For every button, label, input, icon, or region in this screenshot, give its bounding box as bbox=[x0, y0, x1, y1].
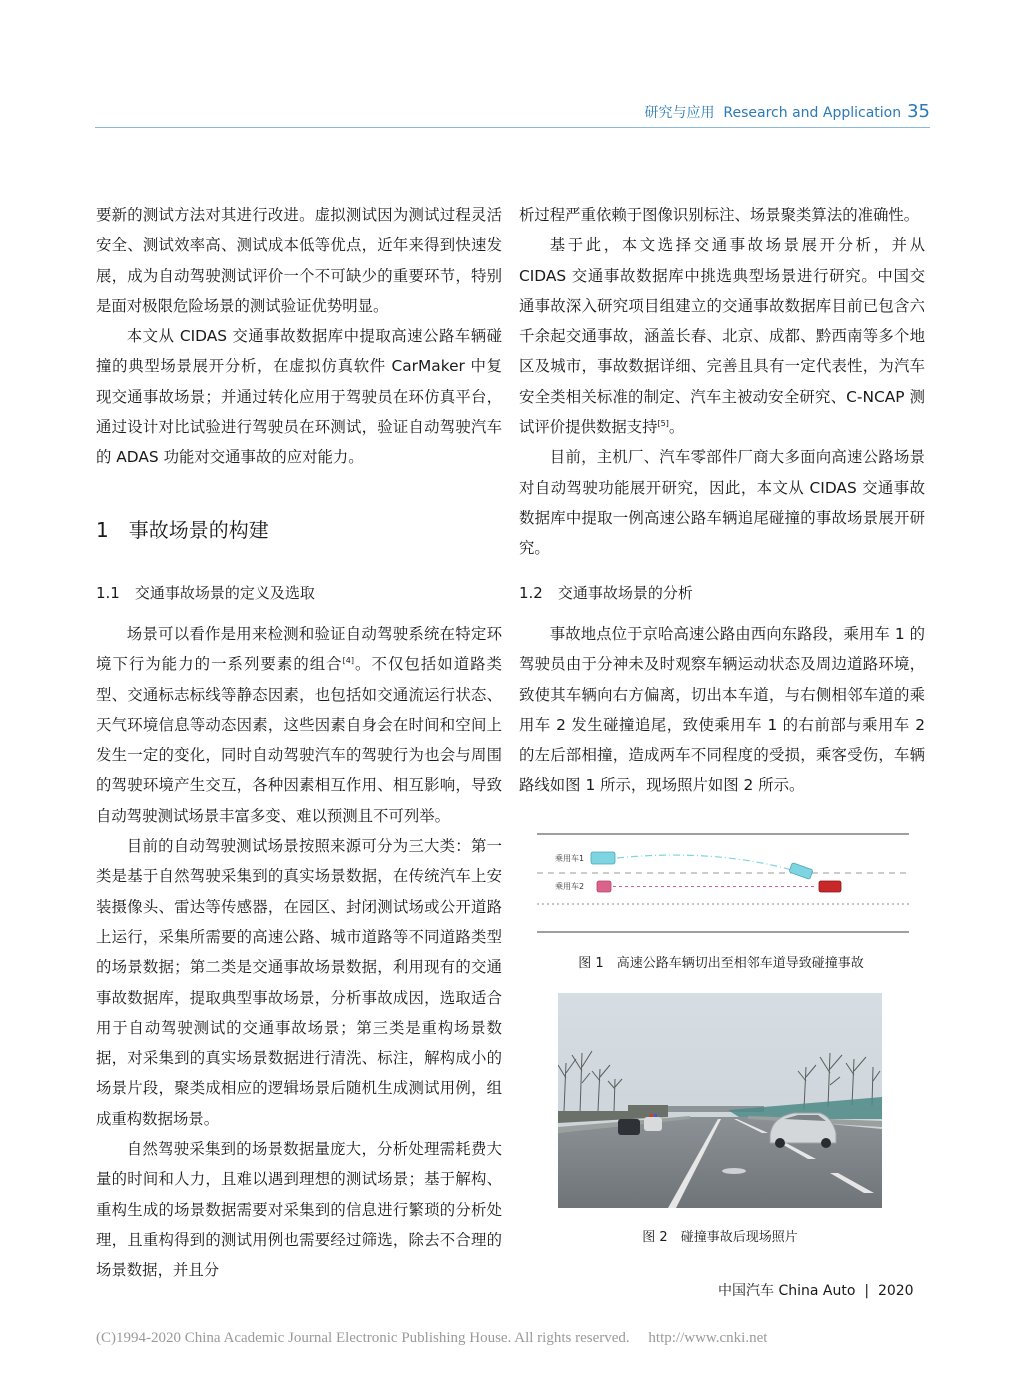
right-paragraph-3: 目前，主机厂、汽车零部件厂商大多面向高速公路场景对自动驾驶功能展开研究，因此，本文从 CIDAS 交通事故数据库中提取一例高速公路车辆追尾碰撞的事故场景展开研究。 bbox=[519, 448, 925, 558]
figure-1-caption: 图 1 高速公路车辆切出至相邻车道导致碰撞事故 bbox=[578, 956, 864, 971]
left-column-lower bbox=[96, 619, 502, 1286]
car1-trajectory bbox=[617, 855, 799, 872]
right-column bbox=[519, 200, 925, 564]
police-light-blue bbox=[654, 1114, 657, 1117]
car-wheel-rear bbox=[821, 1138, 831, 1148]
right-paragraph-1: 析过程严重依赖于图像识别标注、场景聚类算法的准确性。 bbox=[519, 206, 920, 224]
right-paragraph-4: 事故地点位于京哈高速公路由西向东路段，乘用车 1 的驾驶员由于分神未及时观察车辆运动状态及周边道路环境，致使其车辆向右方偏离，切出本车道，与右侧相邻车道的乘用车 2 发生碰撞追尾，致使乘用车 1 的右前部与乘用车 2 的左后部相撞，造成两车不同程度的受损，乘客受伤，车辆路线如图 1 所示，现场照片如图 2 所示。 bbox=[519, 625, 925, 795]
car2-crash-icon bbox=[819, 881, 841, 892]
left-paragraph-5: 自然驾驶采集到的场景数据量庞大，分析处理需耗费大量的时间和人力，且难以遇到理想的测试场景；基于解构、重构生成的场景数据需要对采集到的信息进行繁琐的分析处理，且重构得到的测试用例也需要经过筛选，除去不合理的场景数据，并且分 bbox=[96, 1140, 502, 1280]
header-section-label: 研究与应用 bbox=[644, 105, 715, 121]
right-column-lower bbox=[519, 619, 925, 801]
running-header bbox=[645, 101, 931, 122]
page-footer bbox=[718, 1280, 914, 1300]
left-column bbox=[96, 200, 502, 473]
left-paragraph-4: 目前的自动驾驶测试场景按照来源可分为三大类：第一类是基于自然驾驶采集到的真实场景数据，在传统汽车上安装摄像头、雷达等传感器，在园区、封闭测试场或公开道路上运行，采集所需要的高速公路、城市道路等不同道路类型的场景数据；第二类是交通事故场景数据，利用现有的交通事故数据库，提取典型事故场景，分析事故成因，选取适合用于自动驾驶测试的交通事故场景；第三类是重构场景数据，对采集到的真实场景数据进行清洗、标注，解构成小的场景片段，聚类成相应的逻辑场景后随机生成测试用例，组成重构数据场景。 bbox=[96, 837, 502, 1128]
footer-year: 2020 bbox=[877, 1283, 914, 1299]
header-rule bbox=[95, 127, 930, 128]
damaged-car-left bbox=[618, 1119, 640, 1135]
police-light-red bbox=[650, 1114, 653, 1117]
figure-2-accident-photo bbox=[558, 993, 882, 1208]
left-paragraph-2: 本文从 CIDAS 交通事故数据库中提取高速公路车辆碰撞的典型场景展开分析，在虚拟仿真软件 CarMaker 中复现交通事故场景；并通过转化应用于驾驶员在环仿真平台，通过设计对比试验进行驾驶员在环测试，验证自动驾驶汽车的 ADAS 功能对交通事故的应对能力。 bbox=[96, 327, 502, 467]
car-wheel-front bbox=[775, 1138, 785, 1148]
copyright-notice: (C)1994-2020 China Academic Journal Electronic Publishing House. All rights reserved. http://www.cnki.net bbox=[96, 1330, 768, 1346]
debris bbox=[722, 1168, 746, 1174]
footer-journal: 中国汽车 China Auto bbox=[718, 1283, 856, 1299]
left-paragraph-1: 要新的测试方法对其进行改进。虚拟测试因为测试过程灵活安全、测试效率高、测试成本低等优点，近年来得到快速发展，成为自动驾驶测试评价一个不可缺少的重要环节，特别是面对极限危险场景的测试验证优势明显。 bbox=[96, 206, 502, 315]
car1-crash-icon bbox=[789, 863, 813, 880]
citation-ref-4[interactable]: [4] bbox=[342, 656, 354, 666]
car1-label: 乘用车1 bbox=[555, 854, 585, 863]
figure-2-caption: 图 2 碰撞事故后现场照片 bbox=[642, 1230, 798, 1245]
section-1-heading: 1 事故场景的构建 bbox=[96, 518, 269, 542]
car2-label: 乘用车2 bbox=[555, 882, 585, 891]
section-1-1-heading: 1.1 交通事故场景的定义及选取 bbox=[96, 584, 315, 602]
police-car bbox=[644, 1117, 662, 1131]
car1-start-icon bbox=[591, 852, 615, 864]
car2-start-icon bbox=[597, 881, 611, 892]
section-1-2-heading: 1.2 交通事故场景的分析 bbox=[519, 584, 693, 602]
page-number: 35 bbox=[907, 101, 930, 122]
footer-separator: | bbox=[864, 1283, 870, 1299]
right-paragraph-2: 基于此，本文选择交通事故场景展开分析，并从 CIDAS 交通事故数据库中挑选典型场景进行研究。中国交通事故深入研究项目组建立的交通事故数据库目前已包含六千余起交通事故，涵盖长春、北京、成都、黔西南等多个地区及城市，事故数据详细、完善且具有一定代表性，为汽车安全类相关标准的制定、汽车主被动安全研究、C-NCAP 测试评价提供数据支持[5]。 bbox=[519, 236, 925, 437]
figure-1-trajectory-diagram bbox=[537, 832, 909, 934]
citation-ref-5[interactable]: [5] bbox=[657, 418, 669, 428]
header-section-label-en: Research and Application bbox=[723, 105, 902, 121]
left-paragraph-3: 场景可以看作是用来检测和验证自动驾驶系统在特定环境下行为能力的一系列要素的组合[4]。不仅包括如道路类型、交通标志标线等静态因素，也包括如交通流运行状态、天气环境信息等动态因素，这些因素自身会在时间和空间上发生一定的变化，同时自动驾驶汽车的驾驶行为也会与周围的驾驶环境产生交互，各种因素相互作用、相互影响，导致自动驾驶测试场景丰富多变、难以预测且不可列举。 bbox=[96, 625, 502, 825]
